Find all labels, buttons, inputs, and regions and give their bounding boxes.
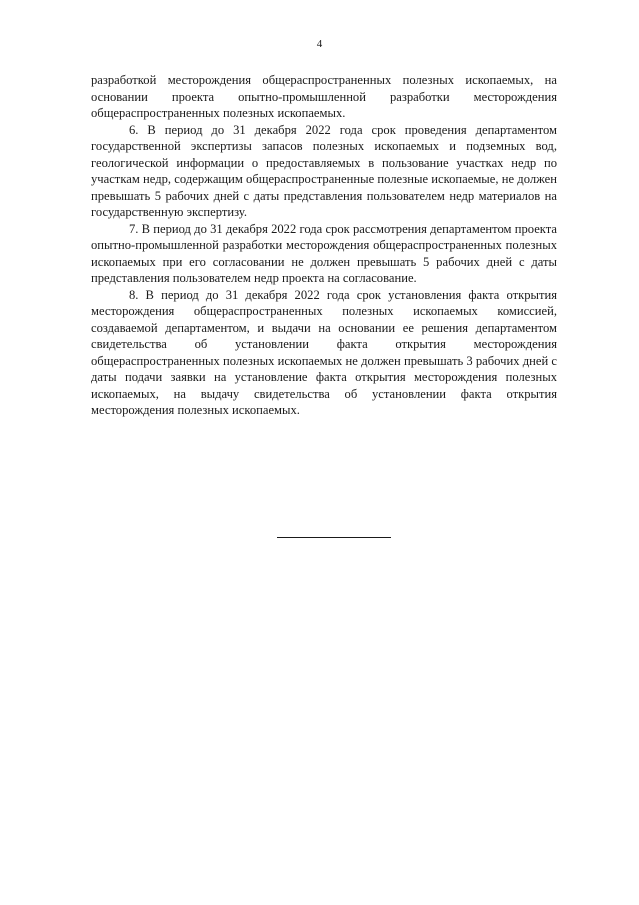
page-number: 4 xyxy=(316,38,323,50)
paragraph-continuation: разработкой месторождения общераспространенных полезных ископаемых, на основании проекта опытно-промышленной разработки месторождения общераспространенных полезных ископаемых. xyxy=(91,73,557,120)
end-separator-line xyxy=(277,537,391,538)
paragraph-6: 6. В период до 31 декабря 2022 года срок проведения департаментом государственной экспертизы запасов полезных ископаемых и подземных вод, геологической информации о предоставляемых в пользование участках недр по участкам недр, содержащим общераспространенные полезные ископаемые, не должен превышать 5 рабочих дней с даты представления пользователем недр материалов на государственную экспертизу. xyxy=(91,122,557,219)
document-body xyxy=(91,72,557,419)
paragraph-8: 8. В период до 31 декабря 2022 года срок установления факта открытия месторождения общераспространенных полезных ископаемых комиссией, создаваемой департаментом, и выдачи на основании ее решения департаментом свидетельства об установлении факта открытия месторождения общераспространенных полезных ископаемых не должен превышать 3 рабочих дней с даты подачи заявки на установление факта открытия месторождения полезных ископаемых, на выдачу свидетельства об установлении факта открытия месторождения полезных ископаемых. xyxy=(91,287,557,417)
paragraph-7: 7. В период до 31 декабря 2022 года срок рассмотрения департаментом проекта опытно-промышленной разработки месторождения общераспространенных полезных ископаемых при его согласовании не должен превышать 5 рабочих дней с даты представления пользователем недр проекта на согласование. xyxy=(91,221,557,285)
